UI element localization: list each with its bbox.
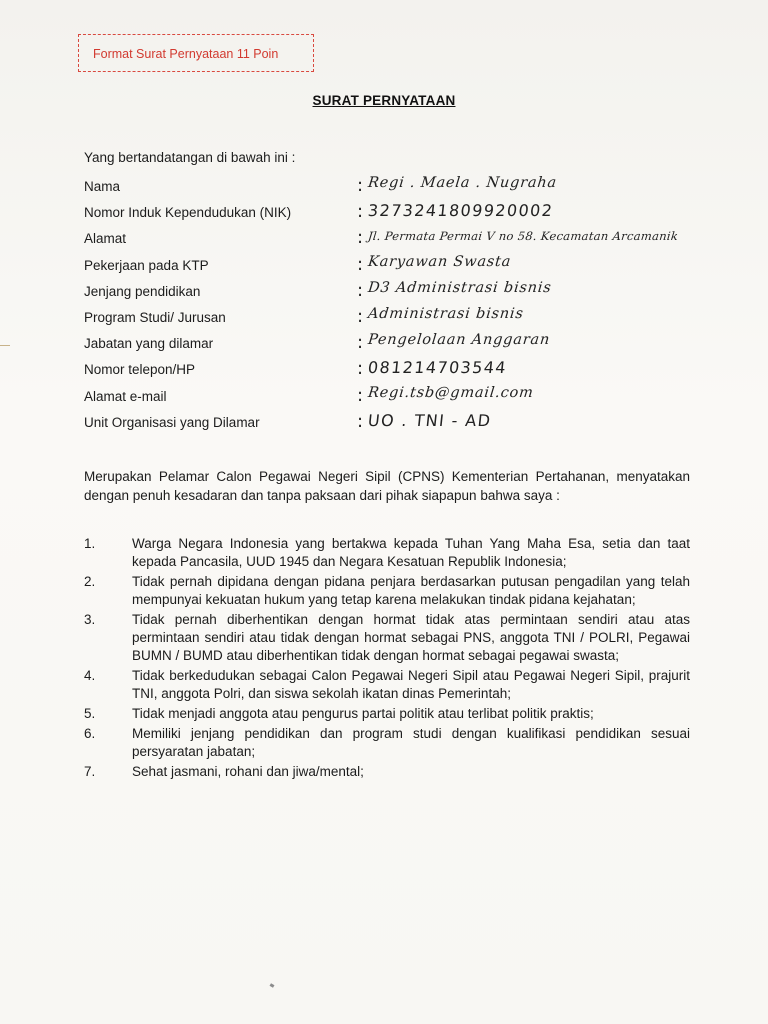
list-text: Tidak menjadi anggota atau pengurus partai politik atau terlibat politik praktis;	[132, 706, 594, 721]
field-label: Nomor Induk Kependudukan (NIK)	[84, 205, 292, 220]
field-label: Jenjang pendidikan	[84, 284, 201, 299]
field-colon: :	[357, 411, 364, 432]
document-title: SURAT PERNYATAAN	[312, 93, 456, 108]
field-colon: :	[357, 201, 364, 222]
field-label: Alamat e-mail	[84, 389, 167, 404]
field-row-nama	[84, 175, 768, 197]
list-item	[84, 725, 690, 761]
list-number: 1.	[84, 536, 96, 551]
list-item	[84, 667, 690, 703]
field-value-handwritten: Regi . Maela . Nugraha	[367, 175, 558, 191]
field-row-jenjang	[84, 280, 768, 302]
list-text: Warga Negara Indonesia yang bertakwa kepada Tuhan Yang Maha Esa, setia dan taat kepada Pancasila, UUD 1945 dan Negara Kesatuan Republik Indonesia;	[132, 536, 690, 569]
list-number: 5.	[84, 706, 96, 721]
list-item	[84, 535, 690, 571]
field-row-alamat	[84, 227, 768, 249]
list-number: 6.	[84, 726, 96, 741]
field-row-prodi	[84, 306, 768, 328]
field-colon: :	[357, 358, 364, 379]
field-value-handwritten: Jl. Permata Permai V no 58. Kecamatan Arcamanik	[367, 229, 679, 243]
field-colon: :	[357, 227, 364, 248]
field-row-email	[84, 385, 768, 407]
intro-text: Yang bertandatangan di bawah ini :	[84, 150, 296, 165]
list-number: 2.	[84, 574, 96, 589]
list-number: 7.	[84, 764, 96, 779]
field-value-handwritten: Administrasi bisnis	[367, 306, 525, 322]
list-text: Tidak pernah diberhentikan dengan hormat tidak atas permintaan sendiri atau atas permintaan sendiri atau tidak dengan hormat sebagai PNS, anggota TNI / POLRI, Pegawai BUMN / BUMD atau diberhentikan tidak dengan hormat sebagai pegawai swasta;	[132, 612, 690, 663]
field-value-handwritten: 3273241809920002	[367, 201, 555, 220]
field-value-handwritten: D3 Administrasi bisnis	[367, 280, 553, 296]
field-colon: :	[357, 332, 364, 353]
field-value-handwritten: Karyawan Swasta	[367, 254, 512, 270]
field-row-unit	[84, 411, 768, 433]
field-value-handwritten: Pengelolaan Anggaran	[367, 332, 551, 348]
format-label-box	[78, 34, 314, 72]
list-text: Tidak pernah dipidana dengan pidana penjara berdasarkan putusan pengadilan yang telah mempunyai kekuatan hukum yang tetap karena melakukan tindak pidana kejahatan;	[132, 574, 690, 607]
field-colon: :	[357, 254, 364, 275]
declaration-list	[84, 535, 690, 783]
field-colon: :	[357, 280, 364, 301]
field-value-handwritten: 081214703544	[367, 358, 508, 377]
field-value-handwritten: Regi.tsb@gmail.com	[367, 385, 535, 401]
list-text: Memiliki jenjang pendidikan dan program studi dengan kualifikasi pendidikan sesuai persyaratan jabatan;	[132, 726, 690, 759]
field-colon: :	[357, 306, 364, 327]
field-row-nik	[84, 201, 768, 223]
field-label: Alamat	[84, 231, 127, 246]
field-row-pekerjaan	[84, 254, 768, 276]
list-number: 4.	[84, 668, 96, 683]
scan-mark	[0, 345, 10, 346]
list-item	[84, 763, 690, 781]
field-label: Nomor telepon/HP	[84, 362, 196, 377]
field-label: Program Studi/ Jurusan	[84, 310, 226, 325]
field-label: Nama	[84, 179, 121, 194]
field-row-telepon	[84, 358, 768, 380]
field-label: Jabatan yang dilamar	[84, 336, 214, 351]
list-item	[84, 611, 690, 665]
field-row-jabatan	[84, 332, 768, 354]
field-label: Unit Organisasi yang Dilamar	[84, 415, 260, 430]
format-label: Format Surat Pernyataan 11 Poin	[93, 47, 279, 61]
list-item	[84, 573, 690, 609]
list-text: Sehat jasmani, rohani dan jiwa/mental;	[132, 764, 364, 779]
field-colon: :	[357, 385, 364, 406]
field-colon: :	[357, 175, 364, 196]
list-item	[84, 705, 690, 723]
field-label: Pekerjaan pada KTP	[84, 258, 209, 273]
statement-paragraph: Merupakan Pelamar Calon Pegawai Negeri Sipil (CPNS) Kementerian Pertahanan, menyatakan dengan penuh kesadaran dan tanpa paksaan dari pihak siapapun bahwa saya :	[84, 469, 690, 503]
list-text: Tidak berkedudukan sebagai Calon Pegawai Negeri Sipil atau Pegawai Negeri Sipil, prajurit TNI, anggota Polri, dan siswa sekolah ikatan dinas Pemerintah;	[132, 668, 690, 701]
field-value-handwritten: UO . TNI - AD	[367, 411, 493, 430]
list-number: 3.	[84, 612, 96, 627]
